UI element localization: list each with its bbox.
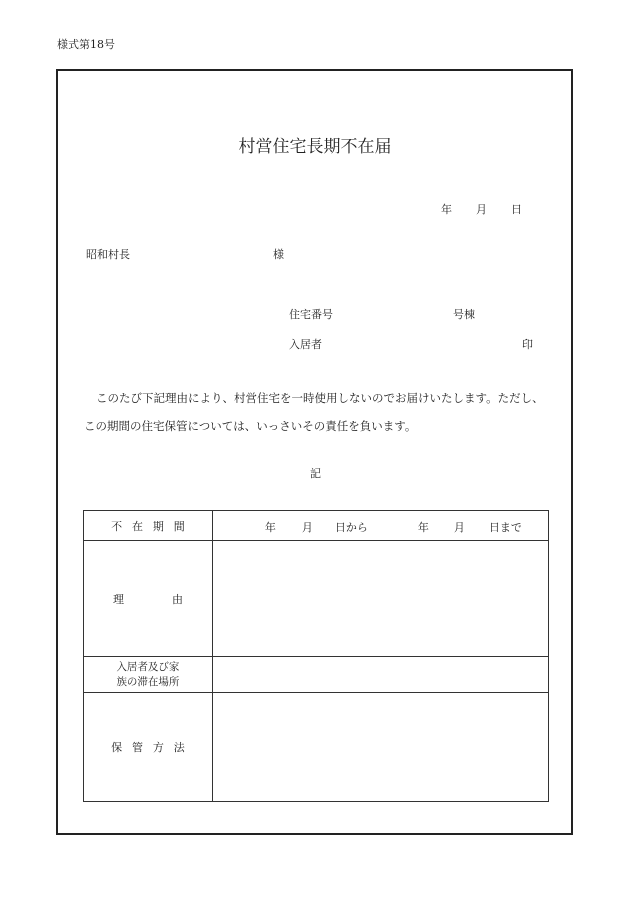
reason-label-char-2: 由 (171, 592, 183, 606)
period-from-month: 月 (301, 521, 313, 534)
period-field[interactable] (212, 511, 548, 541)
note-heading: 記 (310, 467, 321, 480)
date-day: 日 (511, 203, 522, 216)
reason-label-char-1: 理 (112, 592, 124, 606)
addressee-honorific: 様 (273, 248, 284, 261)
period-from-day: 日から (334, 521, 368, 534)
stay-location-field[interactable] (212, 657, 548, 693)
reason-field[interactable] (212, 541, 548, 657)
resident-label: 入居者 (289, 338, 322, 351)
stay-location-label (84, 657, 213, 693)
reason-row (84, 541, 549, 657)
seal-mark: 印 (522, 338, 533, 351)
addressee-name: 昭和村長 (86, 248, 130, 261)
period-label: 不在期間 (84, 511, 213, 541)
building-label: 号棟 (453, 308, 475, 321)
period-to-day: 日まで (488, 521, 522, 534)
house-number-label: 住宅番号 (289, 308, 333, 321)
stay-location-row (84, 657, 549, 693)
details-table (83, 510, 549, 802)
body-line-1: このたび下記理由により、村営住宅を一時使用しないのでお届けいたします。ただし、 (96, 391, 544, 405)
stay-location-label-line-1: 入居者及び家 (116, 660, 180, 673)
form-title: 村営住宅長期不在届 (238, 137, 392, 157)
storage-method-label: 保管方法 (84, 693, 213, 802)
stay-location-label-line-2: 族の滞在場所 (116, 675, 180, 688)
date-year: 年 (441, 203, 452, 216)
reason-label (84, 541, 213, 657)
period-to-year: 年 (417, 521, 429, 534)
body-line-2: この期間の住宅保管については、いっさいその責任を負います。 (84, 419, 417, 433)
form-number: 様式第18号 (57, 38, 115, 51)
storage-method-row (84, 693, 549, 802)
storage-method-field[interactable] (212, 693, 548, 802)
period-row (84, 511, 549, 541)
period-from-year: 年 (264, 521, 276, 534)
period-to-month: 月 (453, 521, 465, 534)
date-month: 月 (476, 203, 487, 216)
